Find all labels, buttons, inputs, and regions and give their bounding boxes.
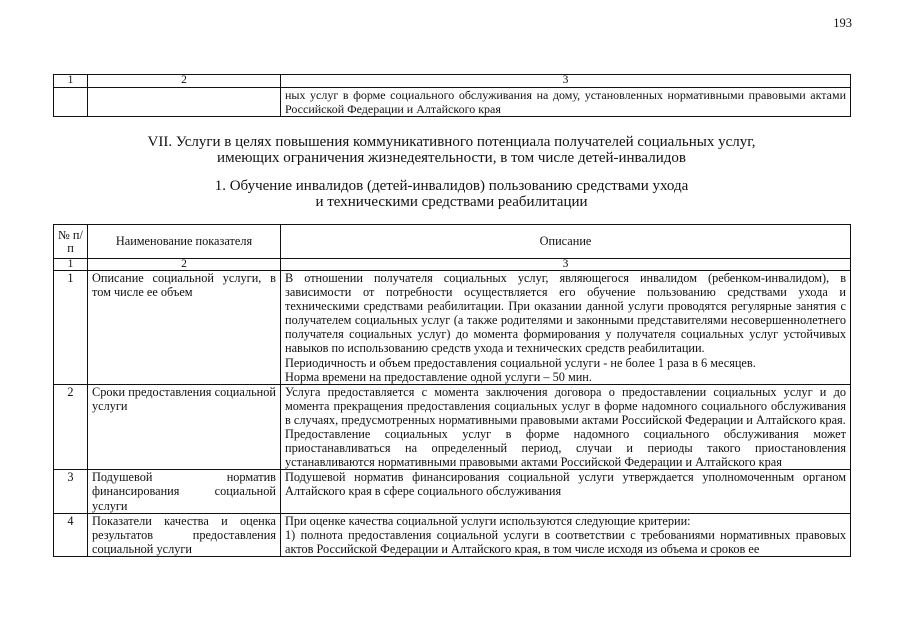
- description: [281, 470, 851, 513]
- header-row: [54, 225, 851, 259]
- section-heading-line: VII. Услуги в целях повышения коммуникативного потенциала получателей социальных услуг,: [147, 134, 756, 150]
- column-number-row: [54, 75, 851, 88]
- indicator-name: Подушевой норматив финансирования социальной услуги: [88, 470, 281, 513]
- column-number: 2: [88, 259, 281, 271]
- description: [281, 271, 851, 385]
- subsection-heading-line: и техническими средствами реабилитации: [315, 194, 588, 210]
- column-number-row: [54, 259, 851, 271]
- column-number: 3: [281, 75, 851, 88]
- subsection-heading: [53, 178, 850, 210]
- description-paragraph: Услуга предоставляется с момента заключения договора о предоставлении социальных услуг и до момента прекращения предоставления социальных услуг в форме надомного социального обслуживания в случаях, предусмотренных нормативными правовыми актами Российской Федерации и Алтайского края.: [285, 384, 846, 427]
- row-number: 1: [54, 271, 88, 385]
- description-paragraph: В отношении получателя социальных услуг, являющегося инвалидом (ребенком-инвалидом), в зависимости от потребности осуществляется его обучение пользованию средствами ухода и техническими средствами реабилитации. При оказании данной услуги проводятся регулярные занятия с получателем социальных услуг (а также родителями и законными представителями несовершеннолетнего получателя социальных услуг) до момента формирования у получателя социальных услуг устойчивых навыков по использованию средств ухода и технических средств реабилитации.: [285, 271, 846, 356]
- table-row: [54, 470, 851, 513]
- row-number: 2: [54, 384, 88, 470]
- column-number: 1: [54, 75, 88, 88]
- continued-text: ных услуг в форме социального обслуживания на дому, установленных нормативными правовыми актами Российской Федерации и Алтайского края: [281, 88, 851, 117]
- header-desc: Описание: [281, 225, 851, 259]
- table-row: [54, 271, 851, 385]
- indicator-name: Описание социальной услуги, в том числе ее объем: [88, 271, 281, 385]
- header-no: № п/п: [54, 225, 88, 259]
- section-heading-line: имеющих ограничения жизнедеятельности, в том числе детей-инвалидов: [217, 150, 686, 166]
- description-paragraph: Периодичность и объем предоставления социальной услуги - не более 1 раза в 6 месяцев.: [285, 355, 756, 370]
- column-number: 3: [281, 259, 851, 271]
- table-row: [54, 513, 851, 556]
- row-number: 3: [54, 470, 88, 513]
- indicator-name: Сроки предоставления социальной услуги: [88, 384, 281, 470]
- page-number: 193: [833, 16, 852, 30]
- column-number: 2: [88, 75, 281, 88]
- description-paragraph: Подушевой норматив финансирования социальной услуги утверждается уполномоченным органом Алтайского края в сфере социального обслуживания: [285, 470, 846, 499]
- description-paragraph: Норма времени на предоставление одной услуги – 50 мин.: [285, 369, 592, 384]
- header-name: Наименование показателя: [88, 225, 281, 259]
- table-row: [54, 88, 851, 117]
- description: [281, 384, 851, 470]
- continued-table: [53, 74, 851, 117]
- row-number: 4: [54, 513, 88, 556]
- column-number: 1: [54, 259, 88, 271]
- description-paragraph: Предоставление социальных услуг в форме надомного социального обслуживания может приостанавливаться на определенный период, случаи и периоды такого приостановления устанавливаются нормативными правовыми актами Российской Федерации и Алтайского края: [285, 427, 846, 470]
- subsection-heading-line: 1. Обучение инвалидов (детей-инвалидов) пользованию средствами ухода: [214, 178, 689, 194]
- description-paragraph: 1) полнота предоставления социальной услуги в соответствии с требованиями нормативных правовых актов Российской Федерации и Алтайского края, в том числе исходя из объема и сроков ее: [285, 527, 846, 556]
- table-row: [54, 384, 851, 470]
- description: [281, 513, 851, 556]
- description-paragraph: При оценке качества социальной услуги используются следующие критерии:: [285, 513, 691, 528]
- section-heading: [53, 134, 850, 166]
- indicator-name: Показатели качества и оценка результатов предоставления социальной услуги: [88, 513, 281, 556]
- service-table: [53, 224, 851, 557]
